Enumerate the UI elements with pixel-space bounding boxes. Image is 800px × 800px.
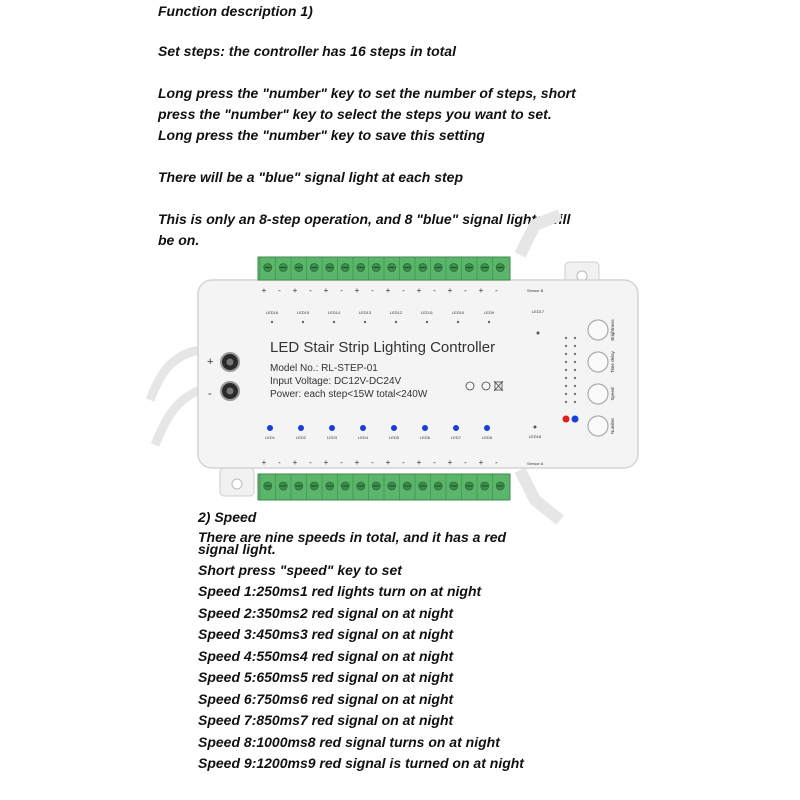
status-dot [574, 401, 576, 403]
power-minus-label: - [208, 388, 212, 400]
set-steps-text: Set steps: the controller has 16 steps in total [158, 43, 456, 59]
polarity-mark: + [447, 286, 453, 295]
led-label-led8: LED8 [481, 435, 493, 440]
polarity-mark: + [478, 286, 484, 295]
status-dot [574, 337, 576, 339]
polarity-mark: + [447, 458, 453, 467]
status-dot [565, 377, 567, 379]
led-label-led15: LED15 [296, 310, 310, 315]
status-dot [565, 401, 567, 403]
led-label-led9: LED9 [483, 310, 495, 315]
led-dot [333, 321, 335, 323]
led-dot [302, 321, 304, 323]
status-dot [565, 337, 567, 339]
blue-led-led5 [391, 425, 397, 431]
polarity-mark: - [340, 286, 343, 295]
polarity-mark: + [354, 286, 360, 295]
status-dot [565, 369, 567, 371]
status-dot [574, 393, 576, 395]
polarity-mark: + [261, 458, 267, 467]
number-button-label: Number [610, 417, 615, 435]
led-dot [488, 321, 490, 323]
eight-step-text-2: be on. [158, 232, 200, 248]
time-delay-button[interactable] [588, 352, 608, 372]
led-label-led4: LED4 [357, 435, 369, 440]
led-label-led5: LED5 [388, 435, 400, 440]
blue-led-led1 [267, 425, 273, 431]
led-label-led7: LED7 [450, 435, 462, 440]
bottom-terminal-block [258, 474, 510, 500]
long-press-text-1: Long press the "number" key to set the number of steps, short [158, 85, 576, 101]
blue-led-led6 [422, 425, 428, 431]
power-plus-label: + [207, 356, 214, 368]
led-label-led10: LED10 [451, 310, 465, 315]
polarity-mark: + [323, 286, 329, 295]
speed-item: Speed 4:550ms4 red signal on at night [198, 647, 454, 664]
speed-red-indicator [563, 416, 570, 423]
sensor-a-cable [520, 470, 560, 520]
status-dot [565, 393, 567, 395]
polarity-mark: + [323, 458, 329, 467]
polarity-mark: - [309, 458, 312, 467]
sensor-b-label: Sensor B [527, 288, 544, 293]
polarity-mark: - [371, 286, 374, 295]
eight-step-text-1: This is only an 8-step operation, and 8 "blue" signal lights will [158, 211, 571, 227]
polarity-mark: + [385, 458, 391, 467]
polarity-mark: - [402, 458, 405, 467]
status-dot [574, 361, 576, 363]
polarity-mark: - [464, 458, 467, 467]
speed-item: Speed 1:250ms1 red lights turn on at night [198, 583, 482, 599]
led-label-led2: LED2 [295, 435, 307, 440]
blue-led-led4 [360, 425, 366, 431]
speed-item: Speed 3:450ms3 red signal on at night [198, 626, 454, 642]
status-dot [565, 353, 567, 355]
polarity-mark: - [340, 458, 343, 467]
time-delay-button-label: Time delay [610, 351, 615, 373]
led17-label: LED17 [531, 309, 545, 314]
polarity-mark: + [261, 286, 267, 295]
nine-speeds-text-1: There are nine speeds in total, and it has a red [198, 529, 507, 545]
led-dot [364, 321, 366, 323]
led-label-led6: LED6 [419, 435, 431, 440]
led-dot [395, 321, 397, 323]
status-dot [574, 385, 576, 387]
blue-led-led8 [484, 425, 490, 431]
status-dot [574, 345, 576, 347]
led-label-led12: LED12 [389, 310, 403, 315]
polarity-mark: - [402, 286, 405, 295]
led-label-led3: LED3 [326, 435, 338, 440]
long-press-text-3: Long press the "number" key to save this setting [158, 127, 485, 143]
polarity-mark: - [278, 458, 281, 467]
status-dot [574, 377, 576, 379]
top-terminal-block [258, 257, 510, 280]
short-press-speed-text: Short press "speed" key to set [198, 562, 402, 578]
brightness-button-label: Brightness [610, 319, 615, 341]
speed-item: Speed 8:1000ms8 red signal turns on at night [198, 733, 500, 750]
led17-dot [537, 332, 540, 335]
led18-label: LED18 [528, 434, 542, 439]
blue-led-led3 [329, 425, 335, 431]
status-dot [574, 353, 576, 355]
function-description-heading: Function description 1) [158, 3, 313, 19]
polarity-mark: - [495, 286, 498, 295]
led18-dot [534, 426, 537, 429]
sensor-b-cable [520, 215, 560, 255]
device-title: LED Stair Strip Lighting Controller [270, 339, 496, 356]
led-label-led16: LED16 [265, 310, 279, 315]
polarity-mark: - [278, 286, 281, 295]
led-dot [426, 321, 428, 323]
blue-led-led2 [298, 425, 304, 431]
led-dot [457, 321, 459, 323]
polarity-mark: + [292, 458, 298, 467]
input-voltage: Input Voltage: DC12V-DC24V [270, 376, 402, 387]
blue-light-text: There will be a "blue" signal light at each step [158, 169, 464, 185]
power-rating: Power: each step<15W total<240W [270, 389, 428, 400]
polarity-mark: - [433, 286, 436, 295]
nine-speeds-text-2: signal light. [198, 541, 276, 557]
status-dot [565, 361, 567, 363]
polarity-mark: - [433, 458, 436, 467]
polarity-mark: + [354, 458, 360, 467]
status-dot [565, 345, 567, 347]
polarity-mark: - [371, 458, 374, 467]
speed-item: Speed 2:350ms2 red signal on at night [198, 604, 454, 621]
model-number: Model No.: RL-STEP-01 [270, 363, 378, 374]
polarity-mark: + [416, 286, 422, 295]
sensor-a-label: Sensor A [527, 461, 544, 466]
speed-item: Speed 7:850ms7 red signal on at night [198, 712, 454, 728]
led-dot [271, 321, 273, 323]
speed-item: Speed 6:750ms6 red signal on at night [198, 690, 454, 707]
status-dot [574, 369, 576, 371]
polarity-mark: - [495, 458, 498, 467]
polarity-mark: + [478, 458, 484, 467]
speed-heading: 2) Speed [198, 509, 257, 525]
led-label-led13: LED13 [358, 310, 372, 315]
polarity-mark: + [416, 458, 422, 467]
speed-item: Speed 9:1200ms9 red signal is turned on at night [198, 755, 524, 771]
number-button[interactable] [588, 416, 608, 436]
blue-led-led7 [453, 425, 459, 431]
long-press-text-2: press the "number" key to select the steps you want to set. [158, 106, 552, 122]
polarity-mark: - [464, 286, 467, 295]
power-cable-bottom [155, 390, 200, 445]
speed-item: Speed 5:650ms5 red signal on at night [198, 669, 454, 685]
polarity-mark: + [385, 286, 391, 295]
led-label-led1: LED1 [264, 435, 276, 440]
led-label-led11: LED11 [421, 310, 433, 315]
brightness-button[interactable] [588, 320, 608, 340]
status-dot [565, 385, 567, 387]
speed-blue-indicator [572, 416, 579, 423]
speed-button[interactable] [588, 384, 608, 404]
polarity-mark: + [292, 286, 298, 295]
speed-button-label: Speed [610, 387, 615, 401]
led-label-led14: LED14 [327, 310, 341, 315]
polarity-mark: - [309, 286, 312, 295]
